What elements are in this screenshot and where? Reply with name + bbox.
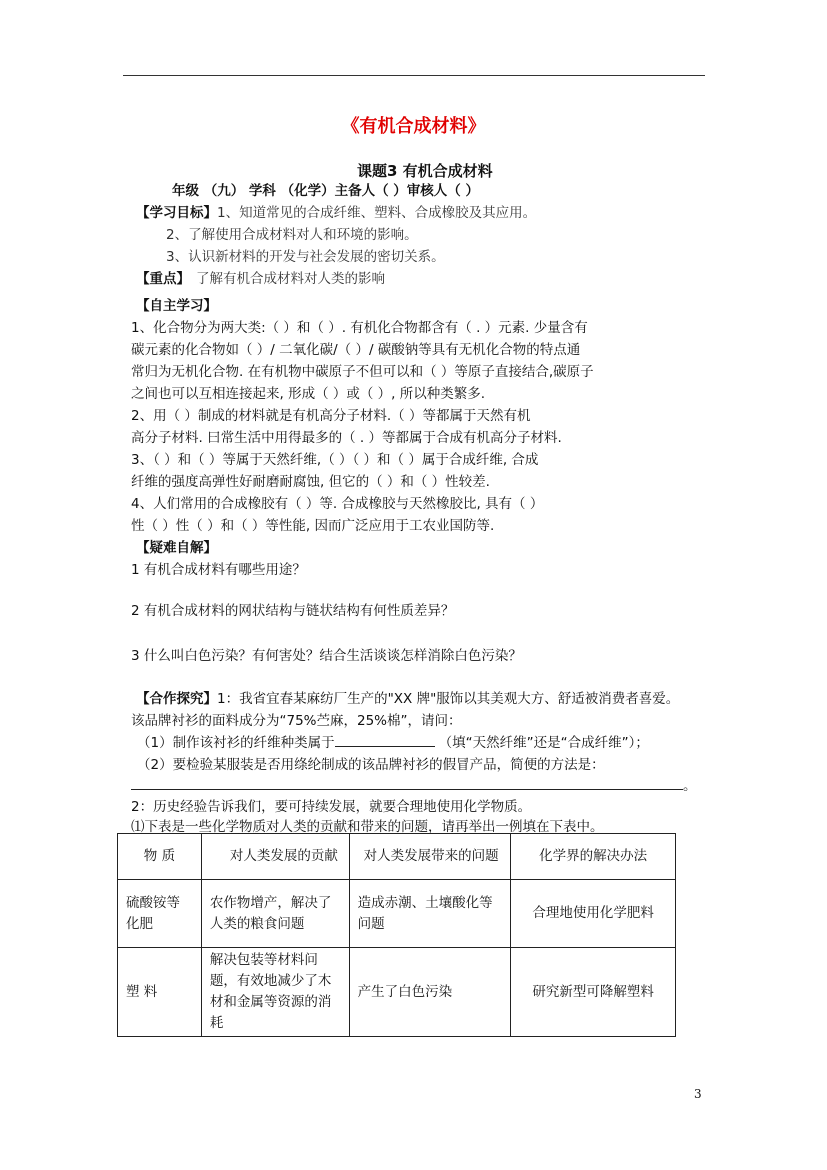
self-study-line: 常归为无机化合物. 在有机物中碳原子不但可以和（ ）等原子直接结合,碳原子: [131, 364, 594, 380]
table-cell: 硫酸铵等化肥: [118, 880, 202, 948]
objective-2: 2、了解使用合成材料对人和环境的影响。: [166, 227, 418, 243]
cooperation-intro: [136, 690, 679, 708]
table-cell: 造成赤潮、土壤酸化等问题: [349, 880, 511, 948]
table-header: 对人类发展带来的问题: [349, 834, 511, 880]
chemicals-table: [117, 833, 676, 1037]
cooperation-label: 【合作探究】: [136, 691, 217, 707]
table-cell: 合理地使用化学肥料: [511, 880, 676, 948]
difficulty-label: 【疑难自解】: [136, 540, 217, 556]
cooperation-item2: 2：历史经验告诉我们，要可持续发展，就要合理地使用化学物质。: [131, 799, 532, 815]
objective-3: 3、认识新材料的开发与社会发展的密切关系。: [166, 249, 445, 265]
cooperation-item2-sub: ⑴下表是一些化学物质对人类的贡献和带来的问题，请再举出一例填在下表中。: [131, 819, 604, 835]
objective-item: 1、知道常见的合成纤维、塑料、合成橡胶及其应用。: [217, 205, 537, 221]
self-study-label: 【自主学习】: [136, 298, 217, 314]
self-study-line: 纤维的强度高弹性好耐磨耐腐蚀, 但它的（ ）和（ ）性较差.: [131, 474, 490, 490]
cooperation-q2: （2）要检验某服装是否用绦纶制成的该品牌衬衫的假冒产品，简便的方法是：: [137, 757, 605, 773]
question-2: 2 有机合成材料的网状结构与链状结构有何性质差异？: [131, 603, 455, 619]
table-cell: 塑 料: [118, 948, 202, 1037]
meta-line: 年级 （九） 学科 （化学）主备人（ ）审核人（ ）: [172, 183, 479, 199]
q1-end-text: （填“天然纤维”还是“合成纤维”）；: [438, 735, 649, 751]
cooperation-q2-answer: [131, 777, 697, 795]
self-study-line: 之间也可以互相连接起来, 形成（ ）或（ ）, 所以种类繁多.: [131, 386, 486, 402]
table-row: [118, 880, 676, 948]
question-3: 3 什么叫白色污染？有何害处？结合生活谈谈怎样消除白色污染？: [131, 648, 522, 664]
self-study-line: 2、用（ ）制成的材料就是有机高分子材料.（ ）等都属于天然有机: [131, 408, 531, 424]
table-cell: 解决包装等材料问题，有效地减少了木材和金属等资源的消耗: [201, 948, 349, 1037]
self-study-line: 性（ ）性（ ）和（ ）等性能, 因而广泛应用于工农业国防等.: [131, 518, 495, 534]
lesson-subtitle: 课题3 有机合成材料: [357, 162, 493, 180]
self-study-line: 高分子材料. 曰常生活中用得最多的（ . ）等都属于合成有机高分子材料.: [131, 430, 562, 446]
key-point-text: 了解有机合成材料对人类的影响: [196, 271, 385, 287]
answer-blank[interactable]: [335, 734, 435, 747]
answer-blank[interactable]: [131, 777, 683, 790]
self-study-line: 碳元素的化合物如（ ）/ 二氧化碳/（ ）/ 碳酸钠等具有无机化合物的特点通: [131, 342, 581, 358]
table-cell: 产生了白色污染: [349, 948, 511, 1037]
table-cell: 农作物增产，解决了人类的粮食问题: [201, 880, 349, 948]
objective-1: [136, 204, 536, 222]
q1-text: （1）制作该衬衫的纤维种类属于: [137, 735, 335, 751]
self-study-line: 4、人们常用的合成橡胶有（ ）等. 合成橡胶与天然橡胶比, 具有（ ）: [131, 496, 544, 512]
objectives-label: 【学习目标】: [136, 205, 217, 221]
self-study-line: 3、（ ）和（ ）等属于天然纤维,（ ）（ ）和（ ）属于合成纤维, 合成: [131, 452, 539, 468]
cooperation-q1: [137, 734, 649, 752]
key-point-label: 【重点】: [136, 271, 190, 287]
page-number: 3: [694, 1087, 702, 1101]
table-header-row: [118, 834, 676, 880]
cooperation-line2: 该品牌衬衫的面料成分为“75%苎麻，25%棉”，请问：: [131, 713, 462, 729]
cooperation-intro-text: 1：我省宜春某麻纺厂生产的"XX 牌"服饰以其美观大方、舒适被消费者喜爱。: [217, 691, 680, 707]
table-header: 物 质: [118, 834, 202, 880]
q2-end: 。: [683, 778, 697, 794]
table-cell: 研究新型可降解塑料: [511, 948, 676, 1037]
document-title: 《有机合成材料》: [341, 116, 486, 137]
table-header: 化学界的解决办法: [511, 834, 676, 880]
top-rule: [123, 75, 705, 76]
question-1: 1 有机合成材料有哪些用途？: [131, 562, 306, 578]
key-point: [136, 270, 385, 288]
self-study-line: 1、化合物分为两大类:（ ）和（ ）. 有机化合物都含有（ . ）元素. 少量含有: [131, 320, 588, 336]
table-row: [118, 948, 676, 1037]
table-header: 对人类发展的贡献: [201, 834, 349, 880]
